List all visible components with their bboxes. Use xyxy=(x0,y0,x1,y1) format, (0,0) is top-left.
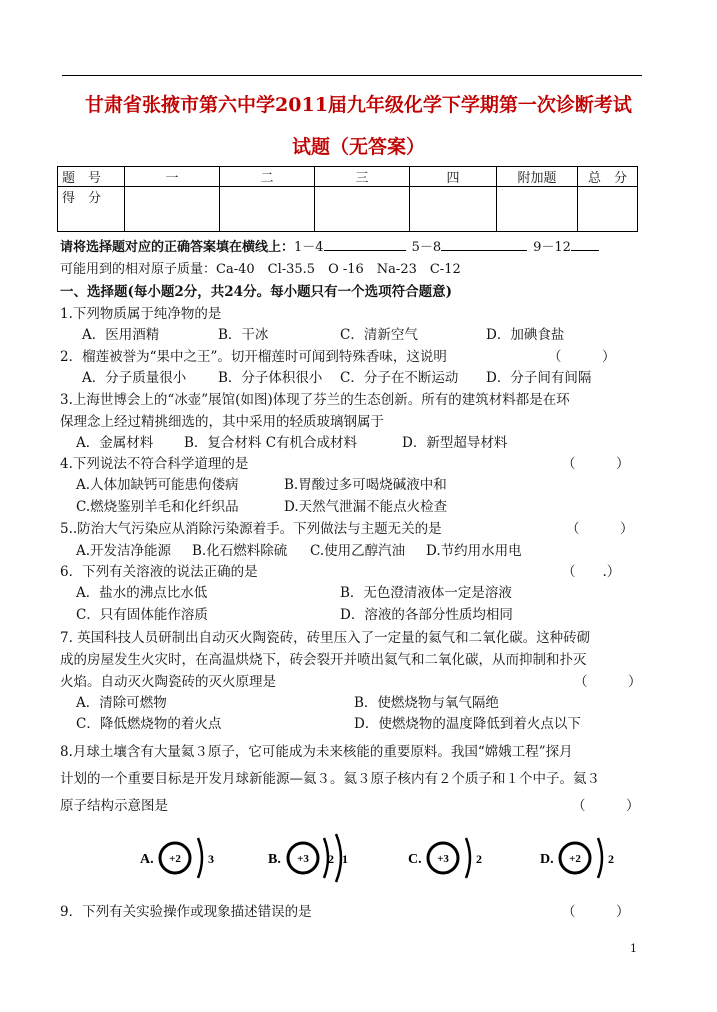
q1-option-a[interactable]: A．医用酒精 xyxy=(82,327,160,343)
score-cell-2[interactable] xyxy=(220,187,315,232)
q3-option-d[interactable]: D．新型超导材料 xyxy=(402,435,508,451)
q7-option-a[interactable]: A．清除可燃物 xyxy=(76,695,167,711)
q6-option-a[interactable]: A．盐水的沸点比水低 xyxy=(76,585,208,601)
score-header-label: 题 号 xyxy=(58,167,125,187)
q3-option-a[interactable]: A．金属材料 xyxy=(76,435,154,451)
score-header-4: 四 xyxy=(410,167,497,187)
question-9-stem: 9．下列有关实验操作或现象描述错误的是 xyxy=(60,904,312,920)
score-table-header-row xyxy=(58,167,638,187)
answer-blank-1[interactable] xyxy=(324,238,406,251)
score-cell-4[interactable] xyxy=(410,187,497,232)
score-header-total: 总 分 xyxy=(578,167,638,187)
q4-option-b[interactable]: B.胃酸过多可喝烧碱液中和 xyxy=(284,477,447,493)
q2-option-c[interactable]: C．分子在不断运动 xyxy=(340,370,459,386)
q5-option-c[interactable]: C.使用乙醇汽油 xyxy=(310,543,406,559)
question-7-stem-2: 成的房屋发生火灾时，在高温烘烧下，砖会裂开并喷出氦气和二氧化碳，从而抑制和扑灭 xyxy=(60,652,587,668)
answer-blank-2[interactable] xyxy=(441,238,527,251)
atom-b-shell-1-count: 2 xyxy=(328,852,334,866)
atom-c-label: C. xyxy=(408,852,422,867)
atom-d-shell-1 xyxy=(598,838,602,878)
atom-c-shell-1-count: 2 xyxy=(476,852,482,866)
q6-option-c[interactable]: C．只有固体能作溶质 xyxy=(76,607,208,623)
atom-a-nucleus-charge: +2 xyxy=(169,853,181,865)
q1-option-b[interactable]: B．干冰 xyxy=(218,327,269,343)
atom-b-nucleus-charge: +3 xyxy=(297,853,309,865)
score-header-3: 三 xyxy=(315,167,410,187)
q6-option-b[interactable]: B．无色澄清液体一定是溶液 xyxy=(340,585,512,601)
question-3-stem: 3.上海世博会上的“冰壶”展馆(如图)体现了芬兰的生态创新。所有的建筑材料都是在环 xyxy=(60,392,570,408)
atom-b-shell-2 xyxy=(336,834,341,882)
atom-b-shell-2-count: 1 xyxy=(342,852,348,866)
q5-answer-paren[interactable]: （ ） xyxy=(566,521,634,537)
answer-seg-3: 9－12 xyxy=(533,240,571,255)
q2-option-a[interactable]: A．分子质量很小 xyxy=(82,370,187,386)
q4-option-c[interactable]: C.燃烧鉴别羊毛和化纤织品 xyxy=(76,499,239,515)
q7-answer-paren[interactable]: （ ） xyxy=(574,674,642,690)
page-title-line2: 试题（无答案） xyxy=(291,136,425,158)
question-5-stem: 5..防治大气污染应从消除污染源着手。下列做法与主题无关的是 xyxy=(60,521,442,537)
score-header-2: 二 xyxy=(220,167,315,187)
q4-answer-paren[interactable]: （ ） xyxy=(562,456,630,472)
question-2-stem: 2．榴莲被誉为“果中之王”。切开榴莲时可闻到特殊香味，这说明 xyxy=(60,349,447,365)
q2-option-d[interactable]: D．分子间有间隔 xyxy=(486,370,592,386)
answer-blank-3[interactable] xyxy=(571,238,599,251)
question-8-stem-2: 计划的一个重要目标是开发月球新能源—氦３。氦３原子核内有２个质子和１个中子。氦３ xyxy=(60,771,600,787)
q1-option-c[interactable]: C．清新空气 xyxy=(340,327,418,343)
page-title-line1: 甘肃省张掖市第六中学2011届九年级化学下学期第一次诊断考试 xyxy=(85,94,632,116)
q5-option-b[interactable]: B.化石燃料除硫 xyxy=(192,543,288,559)
atom-c-shell-1 xyxy=(466,838,470,878)
q2-answer-paren[interactable]: （ ） xyxy=(548,349,616,365)
score-cell-3[interactable] xyxy=(315,187,410,232)
q2-option-b[interactable]: B．分子体积很小 xyxy=(218,370,323,386)
q4-option-a[interactable]: A.人体加缺钙可能患佝偻病 xyxy=(76,477,239,493)
question-3-stem-2: 保理念上经过精挑细选的，其中采用的轻质玻璃钢属于 xyxy=(60,414,384,430)
section-heading: 一、选择题(每小题2分，共24分。每小题只有一个选项符合题意) xyxy=(60,284,452,300)
q4-option-d[interactable]: D.天然气泄漏不能点火检查 xyxy=(284,499,448,515)
answer-seg-1: 1－4 xyxy=(294,240,324,255)
question-8-stem-3: 原子结构示意图是 xyxy=(60,798,168,814)
question-8-stem: 8.月球土壤含有大量氦３原子，它可能成为未来核能的重要原料。我国“嫦娥工程”探月 xyxy=(60,744,573,760)
score-cell-1[interactable] xyxy=(125,187,220,232)
atom-diagram-d[interactable] xyxy=(540,818,630,898)
q8-answer-paren[interactable]: （ ） xyxy=(572,798,640,814)
question-7-stem-3: 火焰。自动灭火陶瓷砖的灭火原理是 xyxy=(60,674,276,690)
atom-diagram-a[interactable] xyxy=(140,818,230,898)
page-number: 1 xyxy=(630,942,637,955)
score-table xyxy=(57,166,638,232)
atom-d-nucleus-charge: +2 xyxy=(569,853,581,865)
atom-diagram-c[interactable] xyxy=(408,818,498,898)
score-header-extra: 附加题 xyxy=(497,167,578,187)
question-6-stem: 6．下列有关溶液的说法正确的是 xyxy=(60,564,258,580)
atom-b-label: B. xyxy=(268,852,281,867)
question-7-stem: 7. 英国科技人员研制出自动灭火陶瓷砖，砖里压入了一定量的氦气和二氧化碳。这种砖砌 xyxy=(60,630,591,646)
atom-a-shell-1 xyxy=(198,838,202,878)
atom-diagram-b[interactable] xyxy=(268,818,358,898)
score-table-score-row xyxy=(58,187,638,232)
q7-option-b[interactable]: B．使燃烧物与氧气隔绝 xyxy=(354,695,499,711)
answer-line xyxy=(60,236,599,255)
header-rule xyxy=(62,75,642,76)
q1-option-d[interactable]: D．加碘食盐 xyxy=(486,327,565,343)
q9-answer-paren[interactable]: （ ） xyxy=(562,904,630,920)
question-1-stem: 1.下列物质属于纯净物的是 xyxy=(60,306,222,322)
score-cell-total[interactable] xyxy=(578,187,638,232)
question-4-stem: 4.下列说法不符合科学道理的是 xyxy=(60,456,249,472)
answer-line-prefix: 请将选择题对应的正确答案填在横线上： xyxy=(60,240,295,255)
score-cell-extra[interactable] xyxy=(497,187,578,232)
answer-seg-2: 5－8 xyxy=(411,240,442,255)
q6-answer-paren[interactable]: （ .） xyxy=(562,564,621,580)
q7-option-c[interactable]: C．降低燃烧物的着火点 xyxy=(76,716,222,732)
atom-d-label: D. xyxy=(540,852,554,867)
atom-a-shell-1-count: 3 xyxy=(208,852,214,866)
score-row-label: 得 分 xyxy=(58,187,125,232)
atom-c-nucleus-charge: +3 xyxy=(437,853,449,865)
score-header-1: 一 xyxy=(125,167,220,187)
atom-a-label: A. xyxy=(140,852,154,867)
q7-option-d[interactable]: D．使燃烧物的温度降低到着火点以下 xyxy=(354,716,581,732)
q5-option-d[interactable]: D.节约用水用电 xyxy=(426,543,522,559)
atom-d-shell-1-count: 2 xyxy=(608,852,614,866)
q5-option-a[interactable]: A.开发洁净能源 xyxy=(76,543,172,559)
q3-option-b[interactable]: B．复合材料 C有机合成材料 xyxy=(184,435,358,451)
atomic-mass-line: 可能用到的相对原子质量：Ca-40 Cl-35.5 O -16 Na-23 C-12 xyxy=(60,262,461,277)
q6-option-d[interactable]: D．溶液的各部分性质均相同 xyxy=(340,607,513,623)
